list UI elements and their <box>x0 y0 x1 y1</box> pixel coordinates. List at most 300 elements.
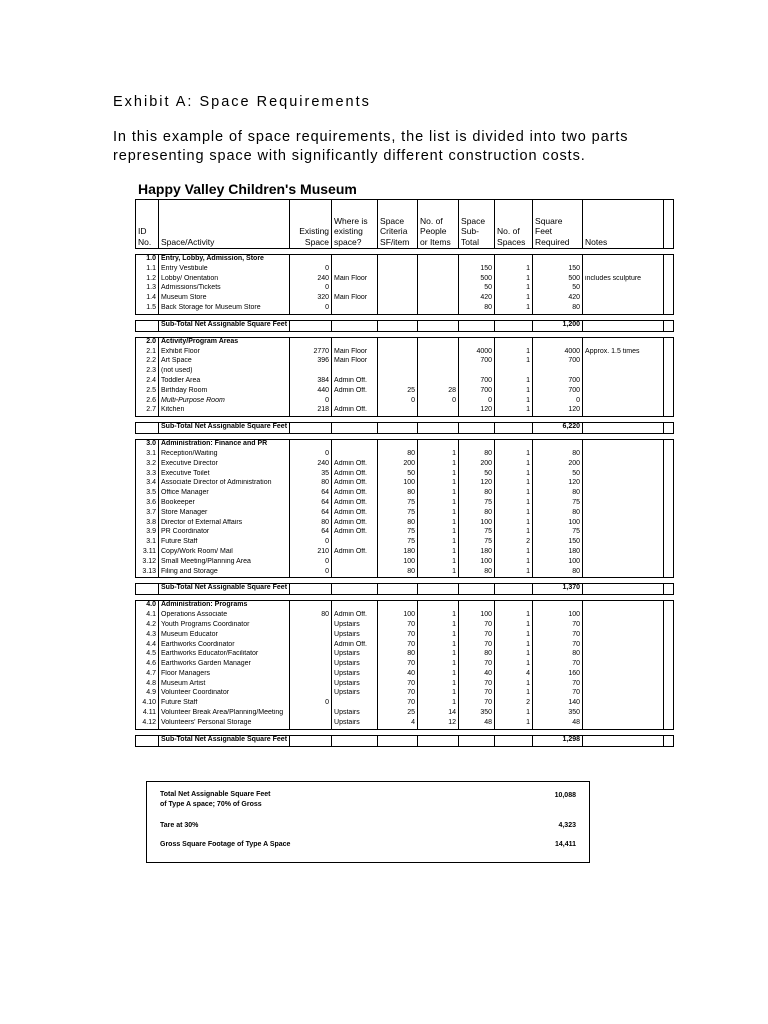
cell-existing: 0 <box>290 304 332 314</box>
cell-where: Admin Off. <box>332 489 378 499</box>
cell-sqft: 150 <box>533 265 583 275</box>
cell-sqft: 150 <box>533 538 583 548</box>
cell-criteria: 200 <box>378 460 418 470</box>
cell-id: 2.3 <box>136 367 159 377</box>
cell-id: 3.7 <box>136 509 159 519</box>
table-row <box>136 304 674 314</box>
cell-where: Upstairs <box>332 689 378 699</box>
cell-id: 4.8 <box>136 680 159 690</box>
empty-cell <box>664 519 674 529</box>
table-row <box>136 377 674 387</box>
empty-cell <box>583 584 664 595</box>
table-row <box>136 631 674 641</box>
cell-people: 1 <box>418 470 459 480</box>
empty-cell <box>533 337 583 347</box>
cell-people <box>418 367 459 377</box>
cell-existing <box>290 621 332 631</box>
empty-cell <box>664 650 674 660</box>
cell-sqft: 160 <box>533 670 583 680</box>
cell-people: 1 <box>418 558 459 568</box>
cell-subtotal: 420 <box>459 294 495 304</box>
table-row <box>136 670 674 680</box>
cell-space: Kitchen <box>159 406 290 416</box>
cell-where: Main Floor <box>332 275 378 285</box>
cell-id: 2.1 <box>136 348 159 358</box>
cell-existing: 35 <box>290 470 332 480</box>
empty-cell <box>332 601 378 611</box>
total-label-1: Total Net Assignable Square Feet <box>160 791 271 798</box>
cell-id: 3.11 <box>136 548 159 558</box>
cell-spaces: 2 <box>495 538 533 548</box>
summary-box <box>146 781 590 863</box>
cell-existing: 0 <box>290 284 332 294</box>
cell-where: Admin Off. <box>332 460 378 470</box>
empty-cell <box>664 460 674 470</box>
cell-spaces: 4 <box>495 670 533 680</box>
cell-space: Back Storage for Museum Store <box>159 304 290 314</box>
header-spaces: No. of Spaces <box>495 200 533 249</box>
cell-subtotal: 100 <box>459 558 495 568</box>
cell-where: Upstairs <box>332 709 378 719</box>
empty-cell <box>533 440 583 450</box>
cell-spaces: 1 <box>495 406 533 416</box>
cell-spaces: 1 <box>495 489 533 499</box>
cell-where: Main Floor <box>332 348 378 358</box>
header-criteria: Space Criteria SF/item <box>378 200 418 249</box>
cell-where: Upstairs <box>332 680 378 690</box>
cell-sqft: 420 <box>533 294 583 304</box>
cell-space: Bookeeper <box>159 499 290 509</box>
cell-spaces: 1 <box>495 284 533 294</box>
cell-space: Birthday Room <box>159 387 290 397</box>
empty-cell <box>332 735 378 746</box>
cell-notes <box>583 568 664 578</box>
cell-criteria: 100 <box>378 479 418 489</box>
empty-cell <box>290 337 332 347</box>
empty-cell <box>459 735 495 746</box>
cell-id: 4.6 <box>136 660 159 670</box>
cell-subtotal: 200 <box>459 460 495 470</box>
cell-notes <box>583 519 664 529</box>
cell-notes <box>583 397 664 407</box>
empty-cell <box>290 255 332 265</box>
cell-criteria: 70 <box>378 621 418 631</box>
header-sqft: Square Feet Required <box>533 200 583 249</box>
cell-existing: 64 <box>290 489 332 499</box>
table-row <box>136 460 674 470</box>
table-row <box>136 689 674 699</box>
table-row <box>136 489 674 499</box>
cell-space: Associate Director of Administration <box>159 479 290 489</box>
empty-cell <box>495 337 533 347</box>
table-row <box>136 680 674 690</box>
empty-cell <box>664 450 674 460</box>
cell-id: 1.5 <box>136 304 159 314</box>
cell-id: 4.9 <box>136 689 159 699</box>
header-space: Space/Activity <box>159 200 290 249</box>
empty-cell <box>583 255 664 265</box>
cell-criteria: 50 <box>378 470 418 480</box>
table-row <box>136 284 674 294</box>
cell-notes <box>583 387 664 397</box>
empty-cell <box>332 255 378 265</box>
cell-criteria: 75 <box>378 499 418 509</box>
cell-sqft: 700 <box>533 377 583 387</box>
cell-space: Admissions/Tickets <box>159 284 290 294</box>
cell-id: 2.4 <box>136 377 159 387</box>
header-where: Where is existing space? <box>332 200 378 249</box>
cell-sqft: 120 <box>533 406 583 416</box>
empty-cell <box>495 584 533 595</box>
empty-cell <box>664 423 674 434</box>
empty-cell <box>378 337 418 347</box>
empty-cell <box>664 387 674 397</box>
empty-cell <box>418 337 459 347</box>
cell-spaces: 1 <box>495 568 533 578</box>
cell-criteria: 80 <box>378 519 418 529</box>
cell-existing: 320 <box>290 294 332 304</box>
empty-cell <box>459 337 495 347</box>
intro-paragraph: In this example of space requirements, the list is divided into two parts representing space with significantly different construction costs. <box>113 129 629 164</box>
tare-value: 4,323 <box>558 822 576 829</box>
cell-sqft: 700 <box>533 387 583 397</box>
cell-subtotal: 100 <box>459 519 495 529</box>
section-title: Administration: Programs <box>159 601 290 611</box>
cell-spaces: 1 <box>495 460 533 470</box>
table-row <box>136 660 674 670</box>
cell-criteria: 70 <box>378 699 418 709</box>
cell-people <box>418 265 459 275</box>
cell-criteria: 100 <box>378 558 418 568</box>
table-row <box>136 406 674 416</box>
cell-subtotal: 100 <box>459 611 495 621</box>
cell-where: Admin Off. <box>332 611 378 621</box>
table-row <box>136 479 674 489</box>
cell-id: 1.1 <box>136 265 159 275</box>
cell-subtotal: 120 <box>459 406 495 416</box>
cell-people: 1 <box>418 699 459 709</box>
cell-criteria <box>378 406 418 416</box>
cell-spaces: 1 <box>495 509 533 519</box>
cell-existing <box>290 670 332 680</box>
subtotal-row <box>136 584 674 595</box>
cell-subtotal: 500 <box>459 275 495 285</box>
cell-criteria <box>378 284 418 294</box>
cell-id: 2.5 <box>136 387 159 397</box>
cell-where: Main Floor <box>332 357 378 367</box>
cell-existing: 80 <box>290 479 332 489</box>
cell-subtotal: 4000 <box>459 348 495 358</box>
cell-existing <box>290 709 332 719</box>
cell-notes <box>583 699 664 709</box>
cell-sqft: 180 <box>533 548 583 558</box>
cell-where: Admin Off. <box>332 528 378 538</box>
empty-cell <box>664 275 674 285</box>
cell-criteria: 70 <box>378 689 418 699</box>
cell-spaces: 1 <box>495 348 533 358</box>
cell-id: 4.12 <box>136 719 159 729</box>
cell-where: Upstairs <box>332 650 378 660</box>
cell-space: Exhibit Floor <box>159 348 290 358</box>
empty-cell <box>664 470 674 480</box>
cell-people: 1 <box>418 680 459 690</box>
cell-notes <box>583 719 664 729</box>
empty-cell <box>664 348 674 358</box>
empty-cell <box>378 423 418 434</box>
empty-cell <box>533 601 583 611</box>
table-row <box>136 558 674 568</box>
cell-notes <box>583 528 664 538</box>
cell-criteria <box>378 367 418 377</box>
cell-subtotal: 70 <box>459 641 495 651</box>
table-row <box>136 548 674 558</box>
cell-where: Admin Off. <box>332 519 378 529</box>
cell-criteria <box>378 357 418 367</box>
cell-where <box>332 397 378 407</box>
cell-sqft: 0 <box>533 397 583 407</box>
empty-cell <box>664 719 674 729</box>
cell-sqft: 70 <box>533 621 583 631</box>
cell-criteria: 0 <box>378 397 418 407</box>
header-row <box>136 200 674 249</box>
cell-subtotal: 70 <box>459 621 495 631</box>
cell-space: (not used) <box>159 367 290 377</box>
cell-space: Art Space <box>159 357 290 367</box>
table-row <box>136 699 674 709</box>
table-row <box>136 621 674 631</box>
cell-sqft: 80 <box>533 304 583 314</box>
empty-cell <box>664 568 674 578</box>
cell-people: 1 <box>418 489 459 499</box>
cell-notes <box>583 265 664 275</box>
cell-id: 3.13 <box>136 568 159 578</box>
cell-where: Upstairs <box>332 631 378 641</box>
empty-cell <box>418 584 459 595</box>
cell-criteria: 80 <box>378 489 418 499</box>
table-row <box>136 387 674 397</box>
subtotal-label: Sub-Total Net Assignable Square Feet <box>159 584 290 595</box>
cell-notes <box>583 709 664 719</box>
cell-people <box>418 304 459 314</box>
cell-criteria: 70 <box>378 631 418 641</box>
cell-where: Upstairs <box>332 660 378 670</box>
empty-cell <box>418 255 459 265</box>
cell-subtotal: 48 <box>459 719 495 729</box>
header-notes: Notes <box>583 200 664 249</box>
total-label-2: of Type A space; 70% of Gross <box>160 801 262 808</box>
cell-space: Lobby/ Orientation <box>159 275 290 285</box>
cell-notes <box>583 357 664 367</box>
table-row <box>136 470 674 480</box>
cell-spaces: 1 <box>495 397 533 407</box>
section-id: 1.0 <box>136 255 159 265</box>
cell-people: 1 <box>418 538 459 548</box>
table-row <box>136 568 674 578</box>
empty-cell <box>136 584 159 595</box>
cell-where: Admin Off. <box>332 479 378 489</box>
empty-cell <box>495 255 533 265</box>
cell-people: 1 <box>418 548 459 558</box>
cell-people <box>418 284 459 294</box>
cell-people: 1 <box>418 460 459 470</box>
cell-id: 4.1 <box>136 611 159 621</box>
empty-cell <box>664 709 674 719</box>
table-title: Happy Valley Children's Museum <box>138 181 357 197</box>
empty-cell <box>459 601 495 611</box>
cell-id: 3.2 <box>136 460 159 470</box>
cell-criteria: 180 <box>378 548 418 558</box>
cell-id: 4.7 <box>136 670 159 680</box>
empty-cell <box>533 255 583 265</box>
cell-sqft: 80 <box>533 509 583 519</box>
cell-existing: 0 <box>290 265 332 275</box>
empty-cell <box>418 423 459 434</box>
cell-spaces: 1 <box>495 377 533 387</box>
table-row <box>136 611 674 621</box>
cell-existing: 218 <box>290 406 332 416</box>
cell-sqft: 700 <box>533 357 583 367</box>
cell-existing: 240 <box>290 275 332 285</box>
cell-where: Admin Off. <box>332 499 378 509</box>
cell-where: Admin Off. <box>332 387 378 397</box>
header-subtotal: Space Sub-Total <box>459 200 495 249</box>
empty-cell <box>664 499 674 509</box>
cell-space: Future Staff <box>159 538 290 548</box>
cell-where <box>332 284 378 294</box>
cell-where: Admin Off. <box>332 406 378 416</box>
cell-notes <box>583 470 664 480</box>
cell-existing: 0 <box>290 450 332 460</box>
cell-criteria: 70 <box>378 641 418 651</box>
empty-cell <box>378 440 418 450</box>
cell-subtotal: 80 <box>459 450 495 460</box>
cell-existing: 384 <box>290 377 332 387</box>
cell-existing <box>290 680 332 690</box>
cell-sqft: 80 <box>533 650 583 660</box>
space-requirements-table <box>135 199 674 747</box>
empty-cell <box>664 489 674 499</box>
empty-cell <box>664 680 674 690</box>
cell-id: 2.7 <box>136 406 159 416</box>
section-id: 4.0 <box>136 601 159 611</box>
subtotal-row <box>136 320 674 331</box>
cell-sqft: 80 <box>533 568 583 578</box>
cell-sqft: 4000 <box>533 348 583 358</box>
cell-people <box>418 348 459 358</box>
empty-cell <box>290 601 332 611</box>
empty-cell <box>136 423 159 434</box>
cell-notes <box>583 284 664 294</box>
cell-spaces: 1 <box>495 719 533 729</box>
cell-id: 3.1 <box>136 538 159 548</box>
empty-cell <box>495 440 533 450</box>
table-row <box>136 265 674 275</box>
subtotal-value: 6,220 <box>533 423 583 434</box>
cell-sqft: 500 <box>533 275 583 285</box>
cell-notes <box>583 538 664 548</box>
cell-space: Volunteer Coordinator <box>159 689 290 699</box>
empty-cell <box>583 440 664 450</box>
empty-cell <box>664 397 674 407</box>
cell-sqft: 140 <box>533 699 583 709</box>
cell-where: Admin Off. <box>332 548 378 558</box>
cell-space: Executive Toilet <box>159 470 290 480</box>
cell-people: 1 <box>418 450 459 460</box>
cell-existing: 0 <box>290 538 332 548</box>
cell-spaces: 1 <box>495 528 533 538</box>
cell-notes <box>583 377 664 387</box>
header-people: No. of People or Items <box>418 200 459 249</box>
empty-cell <box>664 699 674 709</box>
empty-cell <box>583 601 664 611</box>
cell-subtotal: 80 <box>459 509 495 519</box>
cell-sqft: 120 <box>533 479 583 489</box>
cell-id: 3.8 <box>136 519 159 529</box>
cell-subtotal: 75 <box>459 499 495 509</box>
cell-space: Future Staff <box>159 699 290 709</box>
cell-subtotal: 80 <box>459 489 495 499</box>
total-value: 10,088 <box>554 792 576 799</box>
empty-cell <box>664 440 674 450</box>
cell-subtotal: 80 <box>459 568 495 578</box>
cell-sqft: 100 <box>533 519 583 529</box>
cell-criteria: 40 <box>378 670 418 680</box>
cell-subtotal: 75 <box>459 538 495 548</box>
cell-existing <box>290 719 332 729</box>
table-row <box>136 641 674 651</box>
cell-spaces: 1 <box>495 304 533 314</box>
cell-id: 4.2 <box>136 621 159 631</box>
cell-people <box>418 377 459 387</box>
empty-cell <box>459 440 495 450</box>
cell-id: 3.6 <box>136 499 159 509</box>
cell-subtotal: 150 <box>459 265 495 275</box>
empty-cell <box>495 320 533 331</box>
empty-cell <box>583 320 664 331</box>
header-id: ID No. <box>136 200 159 249</box>
table-row <box>136 367 674 377</box>
cell-spaces: 1 <box>495 275 533 285</box>
cell-criteria: 25 <box>378 387 418 397</box>
cell-people: 1 <box>418 528 459 538</box>
cell-subtotal: 350 <box>459 709 495 719</box>
cell-subtotal: 700 <box>459 377 495 387</box>
cell-spaces: 1 <box>495 294 533 304</box>
cell-space: Store Manager <box>159 509 290 519</box>
cell-sqft: 75 <box>533 499 583 509</box>
cell-people: 1 <box>418 509 459 519</box>
cell-notes <box>583 670 664 680</box>
cell-spaces: 1 <box>495 680 533 690</box>
cell-existing: 396 <box>290 357 332 367</box>
cell-where: Main Floor <box>332 294 378 304</box>
cell-criteria <box>378 265 418 275</box>
empty-cell <box>664 670 674 680</box>
cell-id: 4.10 <box>136 699 159 709</box>
gross-value: 14,411 <box>554 841 576 848</box>
empty-cell <box>664 660 674 670</box>
cell-space: Multi-Purpose Room <box>159 397 290 407</box>
cell-where <box>332 558 378 568</box>
cell-subtotal: 70 <box>459 689 495 699</box>
cell-id: 3.5 <box>136 489 159 499</box>
cell-where: Upstairs <box>332 621 378 631</box>
cell-where: Admin Off. <box>332 470 378 480</box>
cell-existing: 80 <box>290 611 332 621</box>
table-row <box>136 538 674 548</box>
cell-people: 1 <box>418 499 459 509</box>
empty-cell <box>664 406 674 416</box>
